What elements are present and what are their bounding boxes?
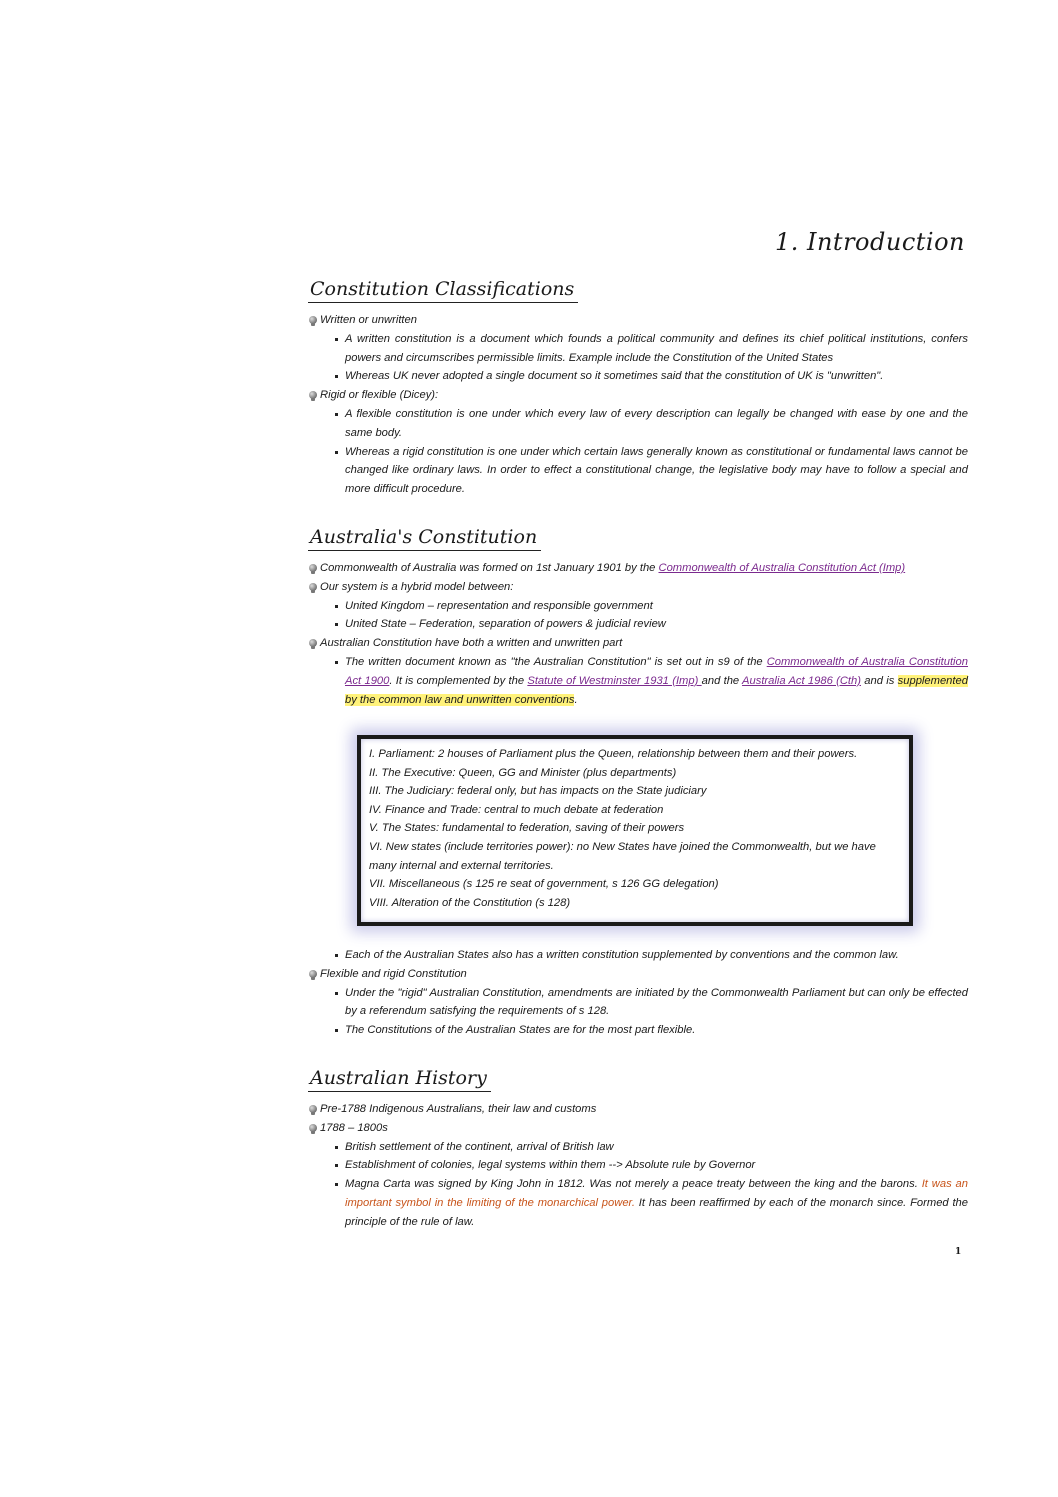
- bullet-icon: [309, 1105, 317, 1113]
- box-line: V. The States: fundamental to federation, saving of their powers: [369, 822, 685, 835]
- chapter-title: 1. Introduction: [774, 228, 965, 256]
- list-item: Rigid or flexible (Dicey):: [308, 386, 968, 405]
- sub-list-item: The Constitutions of the Australian States are for the most part flexible.: [308, 1021, 968, 1040]
- bullet-icon: [309, 564, 317, 572]
- sub-list-item: Each of the Australian States also has a written constitution supplemented by conventions and the common law.: [308, 946, 968, 965]
- square-bullet-icon: [335, 1029, 338, 1032]
- act-link[interactable]: Commonwealth of Australia Constitution Act (Imp): [658, 562, 906, 574]
- bullet-icon: [309, 639, 317, 647]
- sub-list-item: Establishment of colonies, legal systems within them --> Absolute rule by Governor: [308, 1156, 968, 1175]
- box-line: VI. New states (include territories power): no New States have joined the Commonwealth, but we have many internal and external territories.: [369, 840, 876, 872]
- square-bullet-icon: [335, 1164, 338, 1167]
- sub-list-item: A flexible constitution is one under which every law of every description can legally be changed with ease by one and the same body.: [308, 405, 968, 443]
- sub-list-item: Whereas UK never adopted a single document so it sometimes said that the constitution of UK is "unwritten".: [308, 367, 968, 386]
- sub-list-item: The written document known as "the Australian Constitution" is set out in s9 of the Commonwealth of Australia Constitution Act 1900. It is complemented by the Statute of Westminster 1931 (Imp) and the Australia Act 1986 (Cth) and is supplemented by the common law and unwritten conventions.: [308, 653, 968, 709]
- square-bullet-icon: [335, 1146, 338, 1149]
- act-link[interactable]: Commonwealth of Australia Constitution Act 1900: [345, 655, 968, 687]
- page-number: 1: [955, 1247, 962, 1257]
- section-title: Australia's Constitution: [308, 526, 541, 551]
- list-item: Flexible and rigid Constitution: [308, 965, 968, 984]
- section-australias-constitution: [308, 526, 968, 709]
- square-bullet-icon: [335, 605, 338, 608]
- bullet-icon: [309, 583, 317, 591]
- square-bullet-icon: [335, 338, 338, 341]
- box-line: IV. Finance and Trade: central to much debate at federation: [369, 803, 664, 816]
- list-item: Australian Constitution have both a written and unwritten part: [308, 634, 968, 653]
- square-bullet-icon: [335, 451, 338, 454]
- section-constitution-classifications: [308, 278, 968, 499]
- section-australias-constitution-continued: [308, 946, 968, 1040]
- square-bullet-icon: [335, 413, 338, 416]
- sub-list-item: Whereas a rigid constitution is one under which certain laws generally known as constitutional or fundamental laws cannot be changed like ordinary laws. In order to effect a constitutional change, the legislative body may have to follow a special and more difficult procedure.: [308, 443, 968, 499]
- list-item: Pre-1788 Indigenous Australians, their law and customs: [308, 1100, 968, 1119]
- bullet-icon: [309, 391, 317, 399]
- section-title: Constitution Classifications: [308, 278, 578, 303]
- sub-list-item: Under the "rigid" Australian Constitution, amendments are initiated by the Commonwealth Parliament but can only be effected by a referendum satisfying the requirements of s 128.: [308, 984, 968, 1022]
- sub-list-item: United State – Federation, separation of powers & judicial review: [308, 615, 968, 634]
- act-link[interactable]: Australia Act 1986 (Cth): [742, 674, 861, 687]
- list-item: Written or unwritten: [308, 311, 968, 330]
- box-line: I. Parliament: 2 houses of Parliament plus the Queen, relationship between them and their powers.: [369, 748, 858, 760]
- list-item: Our system is a hybrid model between:: [308, 578, 968, 597]
- sub-list-item: Magna Carta was signed by King John in 1812. Was not merely a peace treaty between the king and the barons. It was an important symbol in the limiting of the monarchical power. It has been reaffirmed by each of the monarch since. Formed the principle of the rule of law.: [308, 1175, 968, 1231]
- list-item: Commonwealth of Australia was formed on 1st January 1901 by the Commonwealth of Australia Constitution Act (Imp): [308, 559, 968, 578]
- sub-list-item: United Kingdom – representation and responsible government: [308, 597, 968, 616]
- section-australian-history: [308, 1067, 968, 1232]
- constitution-chapters-box: [357, 735, 913, 926]
- box-line: III. The Judiciary: federal only, but has impacts on the State judiciary: [369, 785, 707, 798]
- list-item: 1788 – 1800s: [308, 1119, 968, 1138]
- bullet-icon: [309, 316, 317, 324]
- square-bullet-icon: [335, 623, 338, 626]
- sub-list-item: British settlement of the continent, arrival of British law: [308, 1138, 968, 1157]
- emphasis-text: It was an important symbol in the limiting of the monarchical power.: [345, 1178, 968, 1209]
- square-bullet-icon: [335, 661, 338, 664]
- statute-link[interactable]: Statute of Westminster 1931 (Imp): [527, 674, 702, 687]
- bullet-icon: [309, 970, 317, 978]
- sub-list-item: A written constitution is a document which founds a political community and defines its chief political institutions, confers powers and circumscribes permissible limits. Example include the Constitution of the United States: [308, 330, 968, 368]
- square-bullet-icon: [335, 992, 338, 995]
- highlighted-text: supplemented by the common law and unwritten conventions: [345, 674, 968, 706]
- square-bullet-icon: [335, 954, 338, 957]
- box-line: VII. Miscellaneous (s 125 re seat of government, s 126 GG delegation): [369, 878, 719, 891]
- box-line: II. The Executive: Queen, GG and Minister (plus departments): [369, 766, 677, 779]
- section-title: Australian History: [308, 1067, 491, 1092]
- square-bullet-icon: [335, 1183, 338, 1186]
- square-bullet-icon: [335, 375, 338, 378]
- bullet-icon: [309, 1124, 317, 1132]
- box-line: VIII. Alteration of the Constitution (s 128): [369, 896, 571, 909]
